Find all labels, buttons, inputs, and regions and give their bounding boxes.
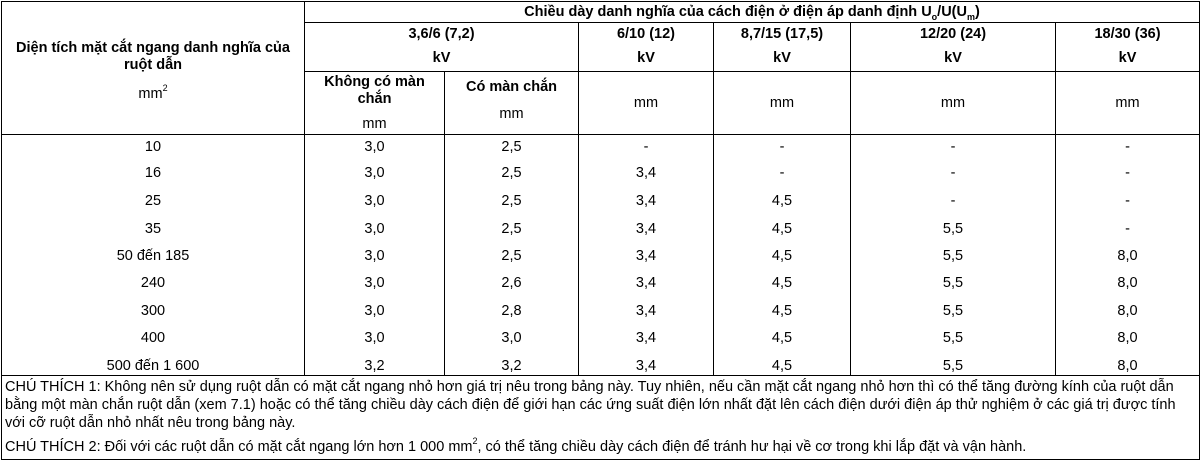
thickness-cell: - <box>851 188 1056 216</box>
cross-section-cell: 10 <box>2 135 305 160</box>
table-row <box>2 352 1200 376</box>
thickness-cell: 8,0 <box>1056 270 1200 298</box>
table-row <box>2 160 1200 188</box>
with-screen-label: Có màn chắn <box>465 79 558 95</box>
with-screen-header <box>445 72 579 135</box>
table-row <box>2 270 1200 298</box>
thickness-cell: 2,6 <box>445 270 579 298</box>
note-2: CHÚ THÍCH 2: Đối với các ruột dẫn có mặt cắt ngang lớn hơn 1 000 $mm^2$, có thể tăng chiều dày cách điện để tránh hư hại về cơ trong khi lắp đặt và vận hành. <box>2 436 1200 460</box>
thickness-cell: 3,4 <box>579 298 714 325</box>
voltage-header: 6/10 (12) <box>579 23 714 47</box>
unit-mm: mm <box>851 72 1056 135</box>
thickness-cell: - <box>714 160 851 188</box>
unit-kv: kV <box>714 47 851 72</box>
thickness-cell: 4,5 <box>714 216 851 243</box>
table-row <box>2 188 1200 216</box>
unit-mm: mm <box>362 116 387 132</box>
thickness-cell: 3,0 <box>445 325 579 352</box>
thickness-cell: 3,4 <box>579 243 714 270</box>
unit-mm: mm <box>714 72 851 135</box>
table-title: Chiều dày danh nghĩa của cách điện ở điện áp danh định $U_o/U(U_m)$ <box>305 2 1200 23</box>
thickness-cell: 3,0 <box>305 135 445 160</box>
thickness-cell: - <box>1056 135 1200 160</box>
cross-section-cell: 500 đến 1 600 <box>2 352 305 376</box>
thickness-cell: 3,2 <box>305 352 445 376</box>
voltage-header: 18/30 (36) <box>1056 23 1200 47</box>
thickness-cell: 4,5 <box>714 298 851 325</box>
thickness-cell: 8,0 <box>1056 325 1200 352</box>
cross-section-cell: 300 <box>2 298 305 325</box>
unit-kv: kV <box>851 47 1056 72</box>
unit-kv: kV <box>579 47 714 72</box>
cross-section-cell: 35 <box>2 216 305 243</box>
cross-section-unit: $mm^2$ <box>138 82 168 102</box>
unit-kv: kV <box>305 47 579 72</box>
thickness-cell: - <box>1056 160 1200 188</box>
no-screen-header <box>305 72 445 135</box>
thickness-cell: 4,5 <box>714 188 851 216</box>
thickness-cell: 3,4 <box>579 325 714 352</box>
cross-section-header-label: Diện tích mặt cắt ngang danh nghĩa của ruột dẫn <box>16 39 290 73</box>
thickness-cell: 3,4 <box>579 352 714 376</box>
thickness-cell: - <box>579 135 714 160</box>
unit-mm: mm <box>499 106 524 122</box>
no-screen-label: Không có màn chắn <box>324 74 425 107</box>
thickness-cell: 2,5 <box>445 243 579 270</box>
table-row <box>2 298 1200 325</box>
note-1: CHÚ THÍCH 1: Không nên sử dụng ruột dẫn có mặt cắt ngang nhỏ hơn giá trị nêu trong bảng này. Tuy nhiên, nếu cần mặt cắt ngang nhỏ hơn thì có thể tăng đường kính của ruột dẫn bằng một màn chắn ruột dẫn (xem 7.1) hoặc có thể tăng chiều dày cách điện để giới hạn các ứng suất điện lớn nhất đặt lên cách điện dưới điện áp thử nghiệm ở các giá trị được tính với cỡ ruột dẫn nhỏ nhất nêu trong bảng này. <box>2 376 1200 436</box>
thickness-cell: 2,8 <box>445 298 579 325</box>
thickness-cell: 3,0 <box>305 298 445 325</box>
thickness-cell: 4,5 <box>714 352 851 376</box>
table-row <box>2 216 1200 243</box>
table-row <box>2 325 1200 352</box>
thickness-cell: 8,0 <box>1056 352 1200 376</box>
thickness-cell: 3,0 <box>305 270 445 298</box>
thickness-cell: 3,0 <box>305 243 445 270</box>
thickness-cell: 3,4 <box>579 188 714 216</box>
thickness-cell: 3,0 <box>305 325 445 352</box>
thickness-cell: 5,5 <box>851 270 1056 298</box>
thickness-cell: 5,5 <box>851 243 1056 270</box>
table-row <box>2 135 1200 160</box>
thickness-cell: - <box>1056 216 1200 243</box>
voltage-header: 3,6/6 (7,2) <box>305 23 579 47</box>
thickness-cell: 8,0 <box>1056 243 1200 270</box>
thickness-cell: 2,5 <box>445 188 579 216</box>
thickness-cell: 2,5 <box>445 160 579 188</box>
thickness-cell: - <box>1056 188 1200 216</box>
thickness-cell: 3,0 <box>305 188 445 216</box>
cross-section-header <box>2 2 305 135</box>
cross-section-cell: 16 <box>2 160 305 188</box>
thickness-cell: - <box>714 135 851 160</box>
voltage-header: 12/20 (24) <box>851 23 1056 47</box>
table-row <box>2 243 1200 270</box>
thickness-cell: 4,5 <box>714 270 851 298</box>
thickness-cell: 4,5 <box>714 325 851 352</box>
cross-section-cell: 240 <box>2 270 305 298</box>
cross-section-cell: 50 đến 185 <box>2 243 305 270</box>
thickness-cell: 3,0 <box>305 160 445 188</box>
unit-kv: kV <box>1056 47 1200 72</box>
thickness-cell: - <box>851 135 1056 160</box>
thickness-cell: 3,4 <box>579 270 714 298</box>
thickness-cell: 2,5 <box>445 135 579 160</box>
thickness-cell: 3,4 <box>579 160 714 188</box>
voltage-header: 8,7/15 (17,5) <box>714 23 851 47</box>
thickness-cell: 5,5 <box>851 352 1056 376</box>
thickness-cell: 8,0 <box>1056 298 1200 325</box>
cross-section-cell: 25 <box>2 188 305 216</box>
thickness-cell: 3,0 <box>305 216 445 243</box>
cross-section-cell: 400 <box>2 325 305 352</box>
insulation-thickness-table <box>1 1 1200 460</box>
unit-mm: mm <box>1056 72 1200 135</box>
thickness-cell: 3,2 <box>445 352 579 376</box>
thickness-cell: 3,4 <box>579 216 714 243</box>
thickness-cell: 5,5 <box>851 216 1056 243</box>
thickness-cell: 4,5 <box>714 243 851 270</box>
thickness-cell: 5,5 <box>851 298 1056 325</box>
thickness-cell: - <box>851 160 1056 188</box>
unit-mm: mm <box>579 72 714 135</box>
thickness-cell: 5,5 <box>851 325 1056 352</box>
thickness-cell: 2,5 <box>445 216 579 243</box>
